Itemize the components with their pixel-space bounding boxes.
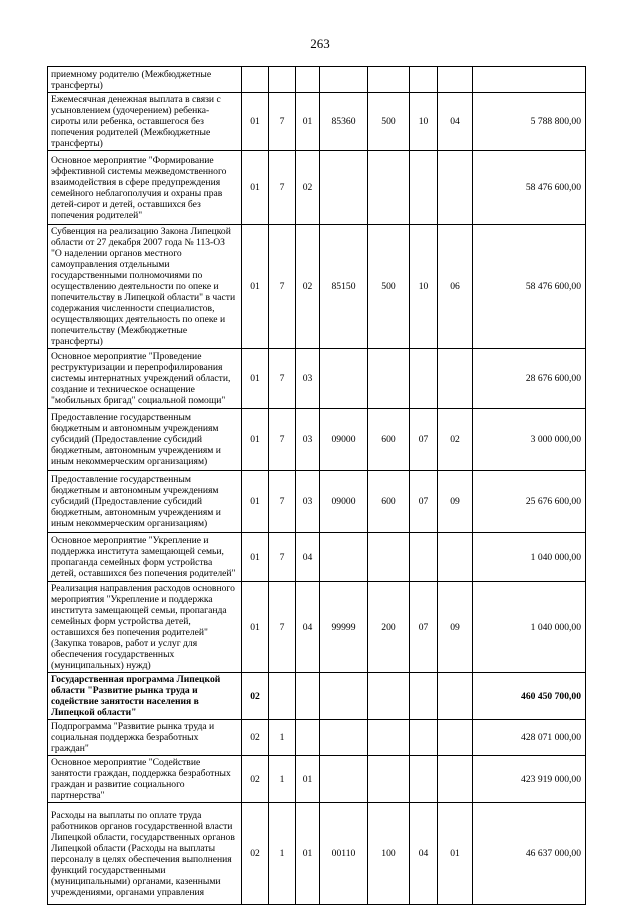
subprogram-code-cell xyxy=(269,67,296,93)
table-row xyxy=(48,349,586,409)
event-code-cell xyxy=(296,720,320,756)
expense-type-cell: 200 xyxy=(368,582,410,673)
direction-code-cell: 09000 xyxy=(320,471,368,533)
row-name-cell: Основное мероприятие "Проведение реструктуризации и перепрофилирования системы интернатных учреждений области, создание и техническое оснащение "мобильных бригад" социальной помощи" xyxy=(48,349,242,409)
program-code-cell: 01 xyxy=(242,151,269,225)
section-code-cell xyxy=(410,67,438,93)
subprogram-code-cell: 7 xyxy=(269,582,296,673)
amount-cell: 3 000 000,00 xyxy=(473,409,586,471)
program-code-cell: 01 xyxy=(242,93,269,151)
amount-cell: 58 476 600,00 xyxy=(473,151,586,225)
event-code-cell: 04 xyxy=(296,533,320,582)
row-name-cell: Реализация направления расходов основного мероприятия "Укрепление и поддержка института замещающей семьи, пропаганда семейных форм устройства детей, оставшихся без попечения родителей" (Закупка товаров, работ и услуг для обеспечения государственных (муниципальных) нужд) xyxy=(48,582,242,673)
amount-cell: 428 071 000,00 xyxy=(473,720,586,756)
section-code-cell xyxy=(410,673,438,720)
table-row xyxy=(48,67,586,93)
program-code-cell: 01 xyxy=(242,533,269,582)
subsection-code-cell xyxy=(438,720,473,756)
subsection-code-cell: 01 xyxy=(438,803,473,905)
table-row xyxy=(48,582,586,673)
program-code-cell: 02 xyxy=(242,803,269,905)
event-code-cell xyxy=(296,673,320,720)
table-row xyxy=(48,756,586,803)
subsection-code-cell: 09 xyxy=(438,471,473,533)
expense-type-cell xyxy=(368,151,410,225)
program-code-cell: 01 xyxy=(242,349,269,409)
expense-type-cell xyxy=(368,349,410,409)
direction-code-cell xyxy=(320,349,368,409)
program-code-cell: 01 xyxy=(242,471,269,533)
subprogram-code-cell: 7 xyxy=(269,409,296,471)
subsection-code-cell xyxy=(438,533,473,582)
expense-type-cell xyxy=(368,756,410,803)
expense-type-cell xyxy=(368,720,410,756)
event-code-cell xyxy=(296,67,320,93)
program-code-cell: 01 xyxy=(242,409,269,471)
expense-type-cell: 600 xyxy=(368,409,410,471)
event-code-cell: 03 xyxy=(296,409,320,471)
subprogram-code-cell: 7 xyxy=(269,151,296,225)
expense-type-cell xyxy=(368,673,410,720)
table-row xyxy=(48,803,586,905)
amount-cell: 1 040 000,00 xyxy=(473,533,586,582)
subsection-code-cell: 09 xyxy=(438,582,473,673)
expense-type-cell: 500 xyxy=(368,225,410,349)
row-name-cell: Субвенция на реализацию Закона Липецкой области от 27 декабря 2007 года № 113-ОЗ "О наделении органов местного самоуправления отдельными государственными полномочиями по осуществлению деятельности по опеке и попечительству в Липецкой области" в части содержания численности специалистов, осуществляющих деятельность по опеке и попечительству (Межбюджетные трансферты) xyxy=(48,225,242,349)
budget-table xyxy=(47,66,586,905)
subprogram-code-cell: 1 xyxy=(269,803,296,905)
subsection-code-cell xyxy=(438,756,473,803)
section-code-cell: 10 xyxy=(410,93,438,151)
amount-cell: 1 040 000,00 xyxy=(473,582,586,673)
row-name-cell: приемному родителю (Межбюджетные трансферты) xyxy=(48,67,242,93)
event-code-cell: 01 xyxy=(296,93,320,151)
subsection-code-cell xyxy=(438,151,473,225)
table-row xyxy=(48,151,586,225)
row-name-cell: Предоставление государственным бюджетным и автономным учреждениям субсидий (Предоставление субсидий бюджетным, автономным учреждениям и иным некоммерческим организациям) xyxy=(48,409,242,471)
row-name-cell: Предоставление государственным бюджетным и автономным учреждениям субсидий (Предоставление субсидий бюджетным, автономным учреждениям и иным некоммерческим организациям) xyxy=(48,471,242,533)
section-code-cell: 07 xyxy=(410,582,438,673)
row-name-cell: Основное мероприятие "Укрепление и поддержка института замещающей семьи, пропаганда семейных форм устройства детей, оставшихся без попечения родителей" xyxy=(48,533,242,582)
direction-code-cell: 85150 xyxy=(320,225,368,349)
program-code-cell: 02 xyxy=(242,756,269,803)
program-code-cell xyxy=(242,67,269,93)
direction-code-cell xyxy=(320,533,368,582)
table-row xyxy=(48,533,586,582)
section-code-cell xyxy=(410,151,438,225)
program-code-cell: 01 xyxy=(242,582,269,673)
direction-code-cell xyxy=(320,756,368,803)
subprogram-code-cell: 7 xyxy=(269,349,296,409)
event-code-cell: 02 xyxy=(296,151,320,225)
amount-cell: 423 919 000,00 xyxy=(473,756,586,803)
expense-type-cell xyxy=(368,67,410,93)
amount-cell: 25 676 600,00 xyxy=(473,471,586,533)
section-code-cell xyxy=(410,533,438,582)
row-name-cell: Государственная программа Липецкой области "Развитие рынка труда и содействие занятости населения в Липецкой области" xyxy=(48,673,242,720)
section-code-cell xyxy=(410,349,438,409)
direction-code-cell xyxy=(320,151,368,225)
direction-code-cell: 09000 xyxy=(320,409,368,471)
section-code-cell: 10 xyxy=(410,225,438,349)
direction-code-cell xyxy=(320,720,368,756)
row-name-cell: Основное мероприятие "Формирование эффективной системы межведомственного взаимодействия в сфере предупреждения семейного неблагополучия и охраны прав детей-сирот и детей, оставшихся без попечения родителей" xyxy=(48,151,242,225)
table-row xyxy=(48,93,586,151)
section-code-cell: 04 xyxy=(410,803,438,905)
direction-code-cell: 85360 xyxy=(320,93,368,151)
row-name-cell: Ежемесячная денежная выплата в связи с усыновлением (удочерением) ребенка-сироты или ребенка, оставшегося без попечения родителей (Межбюджетные трансферты) xyxy=(48,93,242,151)
subprogram-code-cell: 7 xyxy=(269,471,296,533)
subsection-code-cell: 04 xyxy=(438,93,473,151)
event-code-cell: 02 xyxy=(296,225,320,349)
amount-cell xyxy=(473,67,586,93)
row-name-cell: Расходы на выплаты по оплате труда работников органов государственной власти Липецкой области, государственных органов Липецкой области (Расходы на выплаты персоналу в целях обеспечения выполнения функций государственными (муниципальными) органами, казенными учреждениями, органами управления xyxy=(48,803,242,905)
row-name-cell: Подпрограмма "Развитие рынка труда и социальная поддержка безработных граждан" xyxy=(48,720,242,756)
expense-type-cell xyxy=(368,533,410,582)
table-row xyxy=(48,225,586,349)
row-name-cell: Основное мероприятие "Содействие занятости граждан, поддержка безработных граждан и развитие социального партнерства" xyxy=(48,756,242,803)
page-number: 263 xyxy=(310,36,330,51)
event-code-cell: 01 xyxy=(296,803,320,905)
subprogram-code-cell: 1 xyxy=(269,756,296,803)
subsection-code-cell xyxy=(438,349,473,409)
subsection-code-cell: 06 xyxy=(438,225,473,349)
table-row xyxy=(48,471,586,533)
program-code-cell: 02 xyxy=(242,673,269,720)
event-code-cell: 01 xyxy=(296,756,320,803)
expense-type-cell: 600 xyxy=(368,471,410,533)
section-code-cell: 07 xyxy=(410,409,438,471)
amount-cell: 46 637 000,00 xyxy=(473,803,586,905)
section-code-cell xyxy=(410,720,438,756)
subprogram-code-cell: 1 xyxy=(269,720,296,756)
direction-code-cell: 00110 xyxy=(320,803,368,905)
section-code-cell: 07 xyxy=(410,471,438,533)
expense-type-cell: 500 xyxy=(368,93,410,151)
subprogram-code-cell: 7 xyxy=(269,533,296,582)
amount-cell: 28 676 600,00 xyxy=(473,349,586,409)
subprogram-code-cell: 7 xyxy=(269,93,296,151)
program-code-cell: 01 xyxy=(242,225,269,349)
subprogram-code-cell: 7 xyxy=(269,225,296,349)
direction-code-cell xyxy=(320,673,368,720)
amount-cell: 5 788 800,00 xyxy=(473,93,586,151)
subsection-code-cell xyxy=(438,673,473,720)
amount-cell: 58 476 600,00 xyxy=(473,225,586,349)
event-code-cell: 03 xyxy=(296,471,320,533)
subsection-code-cell xyxy=(438,67,473,93)
section-code-cell xyxy=(410,756,438,803)
event-code-cell: 04 xyxy=(296,582,320,673)
subprogram-code-cell xyxy=(269,673,296,720)
direction-code-cell: 99999 xyxy=(320,582,368,673)
expense-type-cell: 100 xyxy=(368,803,410,905)
event-code-cell: 03 xyxy=(296,349,320,409)
table-row xyxy=(48,720,586,756)
direction-code-cell xyxy=(320,67,368,93)
table-row xyxy=(48,673,586,720)
program-code-cell: 02 xyxy=(242,720,269,756)
amount-cell: 460 450 700,00 xyxy=(473,673,586,720)
table-row xyxy=(48,409,586,471)
subsection-code-cell: 02 xyxy=(438,409,473,471)
